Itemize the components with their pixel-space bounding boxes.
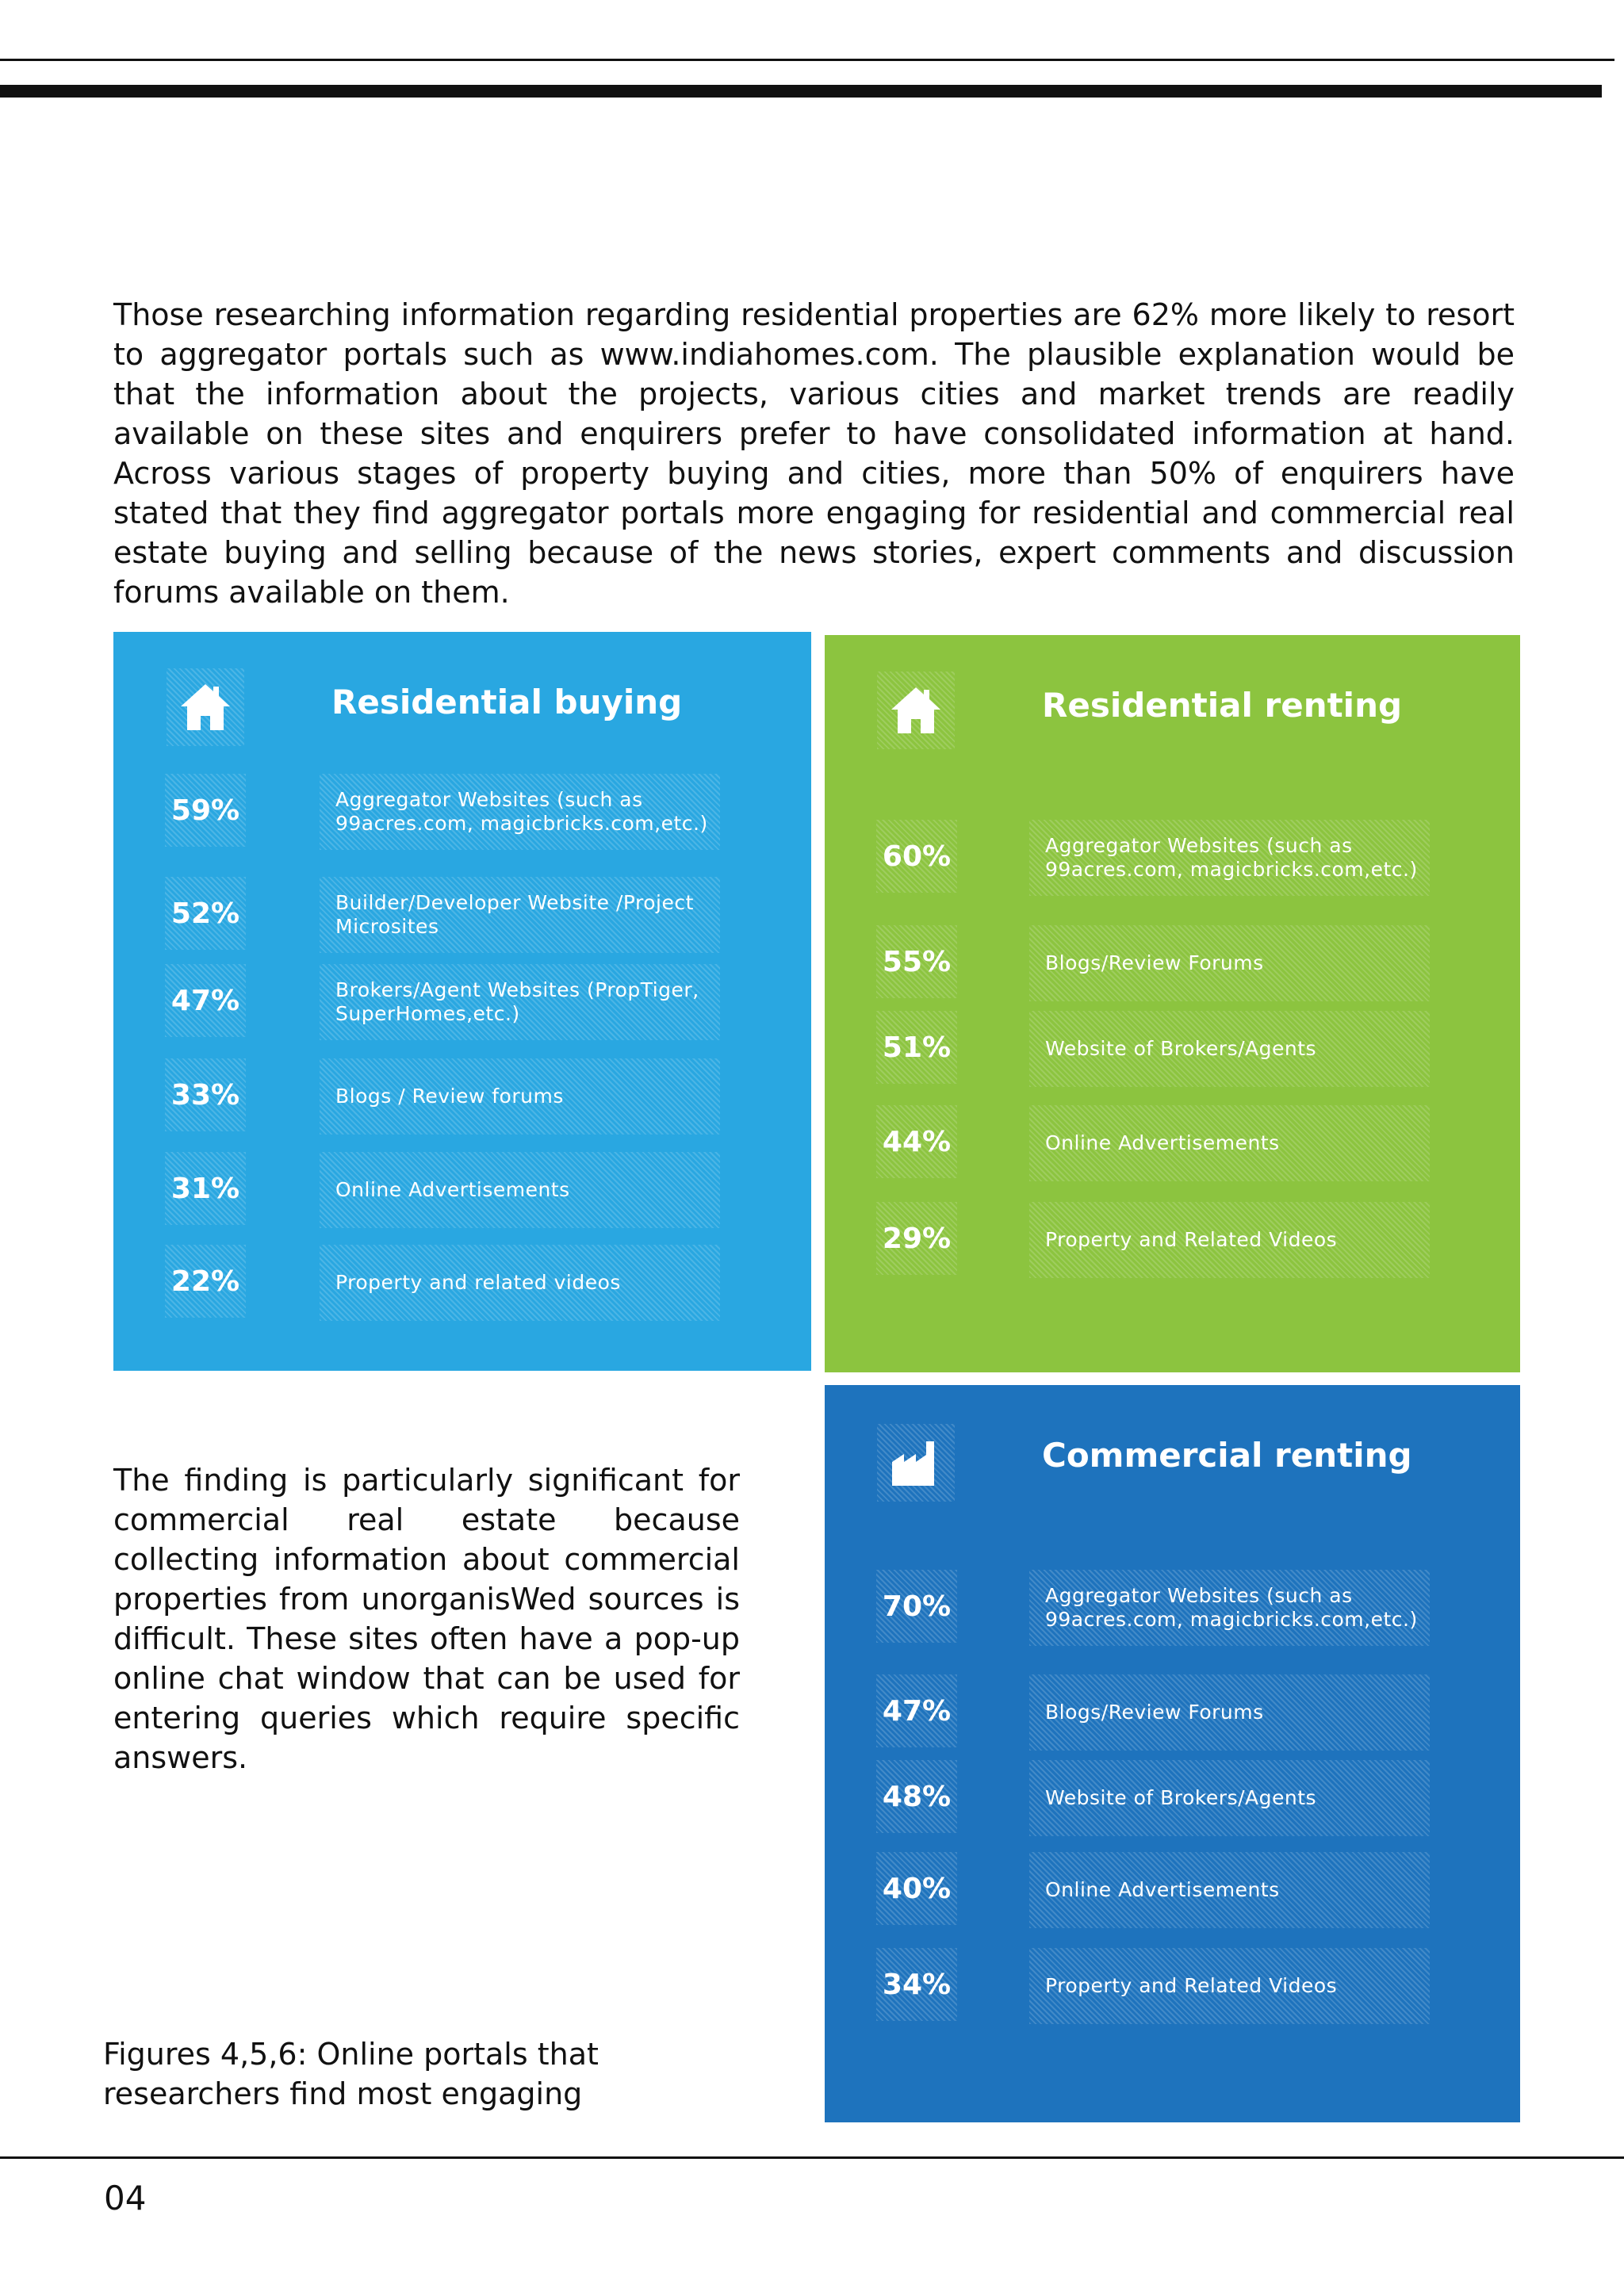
percent-value: 52% (165, 877, 246, 950)
house-icon (167, 668, 244, 746)
page-number: 04 (104, 2179, 147, 2218)
source-label: Property and Related Videos (1029, 1948, 1430, 2024)
source-label: Website of Brokers/Agents (1029, 1011, 1430, 1087)
source-label: Online Advertisements (1029, 1105, 1430, 1181)
panel-title: Commercial renting (1042, 1436, 1412, 1475)
panel-commercial-renting (825, 1385, 1520, 2122)
source-label: Website of Brokers/Agents (1029, 1760, 1430, 1836)
percent-value: 55% (876, 925, 957, 998)
percent-value: 51% (876, 1011, 957, 1084)
source-label: Blogs/Review Forums (1029, 1674, 1430, 1751)
panel-residential-buying (113, 632, 811, 1371)
percent-value: 47% (876, 1674, 957, 1747)
source-label: Blogs / Review forums (320, 1058, 720, 1135)
percent-value: 44% (876, 1105, 957, 1178)
panel-title: Residential buying (331, 683, 683, 721)
commercial-finding-paragraph: The finding is particularly significant for commercial real estate because collecting information about commercial properties from unorganisWed sources is difficult. These sites often have a pop-up online chat window that can be used for entering queries which require specific answers. (113, 1463, 740, 1775)
percent-value: 60% (876, 820, 957, 893)
source-label: Aggregator Websites (such as 99acres.com, magicbricks.com,etc.) (1029, 820, 1430, 896)
top-rule-thin (0, 59, 1614, 61)
percent-value: 59% (165, 774, 246, 847)
percent-value: 33% (165, 1058, 246, 1131)
panel-residential-renting (825, 635, 1520, 1372)
source-label: Brokers/Agent Websites (PropTiger, SuperHomes,etc.) (320, 964, 720, 1040)
top-rule-thick (0, 85, 1602, 98)
source-label: Property and Related Videos (1029, 1202, 1430, 1278)
percent-value: 31% (165, 1152, 246, 1225)
percent-value: 40% (876, 1852, 957, 1925)
source-label: Online Advertisements (320, 1152, 720, 1228)
panel-title: Residential renting (1042, 686, 1403, 725)
percent-value: 48% (876, 1760, 957, 1833)
bottom-rule (0, 2156, 1624, 2159)
source-label: Blogs/Review Forums (1029, 925, 1430, 1001)
source-label: Builder/Developer Website /Project Microsites (320, 877, 720, 953)
percent-value: 29% (876, 1202, 957, 1275)
percent-value: 22% (165, 1245, 246, 1318)
percent-value: 47% (165, 964, 246, 1037)
percent-value: 34% (876, 1948, 957, 2021)
percent-value: 70% (876, 1570, 957, 1643)
source-label: Online Advertisements (1029, 1852, 1430, 1928)
source-label: Aggregator Websites (such as 99acres.com, magicbricks.com,etc.) (1029, 1570, 1430, 1646)
intro-paragraph: Those researching information regarding residential properties are 62% more likely to resort to aggregator portals such as www.indiahomes.com. The plausible explanation would be that the information about the projects, various cities and market trends are readily available on these sites and enquirers prefer to have consolidated information at hand. Across various stages of property buying and cities, more than 50% of enquirers have stated that they find aggregator portals more engaging for residential and commercial real estate buying and selling because of the news stories, expert comments and discussion forums available on them. (113, 297, 1515, 610)
factory-icon (877, 1424, 955, 1502)
source-label: Property and related videos (320, 1245, 720, 1321)
source-label: Aggregator Websites (such as 99acres.com, magicbricks.com,etc.) (320, 774, 720, 850)
figure-caption: Figures 4,5,6: Online portals that researchers find most engaging (103, 2037, 599, 2111)
house-icon (877, 672, 955, 749)
